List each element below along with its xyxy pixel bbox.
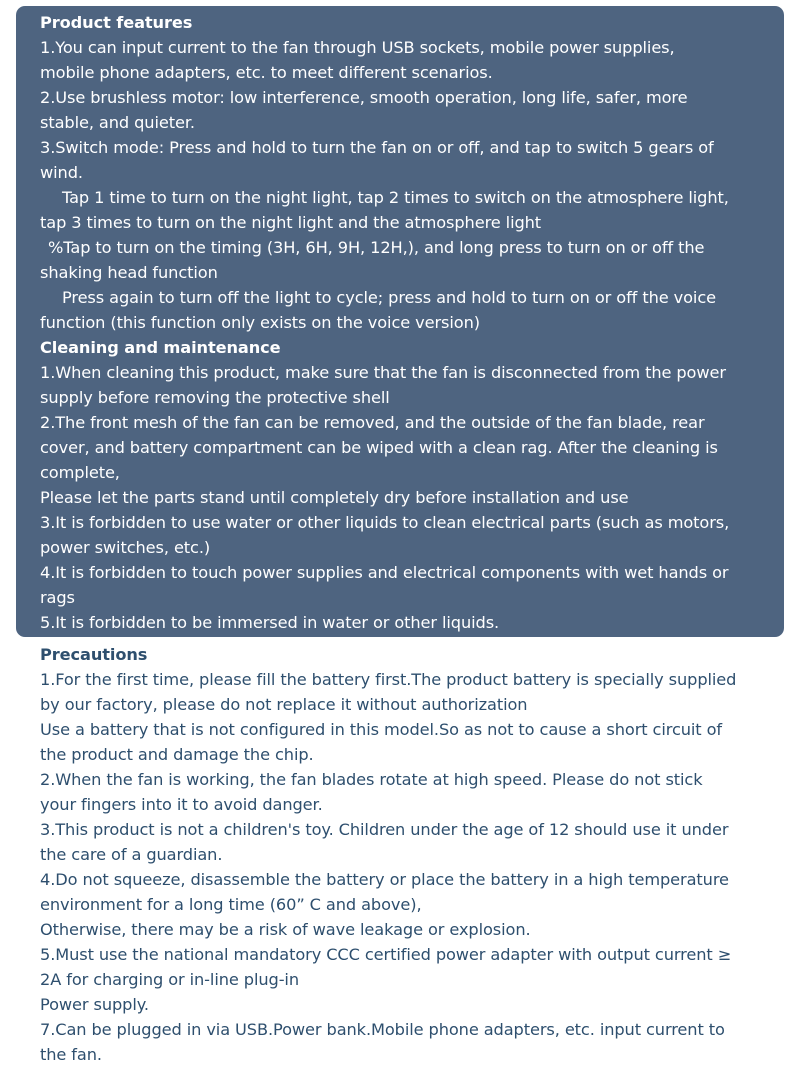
text-line: 1.You can input current to the fan through USB sockets, mobile power supplies, <box>40 38 675 57</box>
text-line: function (this function only exists on the voice version) <box>40 313 480 332</box>
text-line: 2.When the fan is working, the fan blades rotate at high speed. Please do not stick <box>40 770 703 789</box>
text-line: 3.This product is not a children's toy. Children under the age of 12 should use it under <box>40 820 729 839</box>
text-line: Please let the parts stand until completely dry before installation and use <box>40 488 629 507</box>
text-line: tap 3 times to turn on the night light and the atmosphere light <box>40 213 542 232</box>
text-line: 4.Do not squeeze, disassemble the battery or place the battery in a high temperature <box>40 870 729 889</box>
text-line: by our factory, please do not replace it without authorization <box>40 695 528 714</box>
text-line: shaking head function <box>40 263 218 282</box>
section-heading: Cleaning and maintenance <box>40 338 281 357</box>
text-line: environment for a long time (60” C and above), <box>40 895 422 914</box>
text-line: 3.Switch mode: Press and hold to turn the fan on or off, and tap to switch 5 gears of <box>40 138 714 157</box>
text-line: 4.It is forbidden to touch power supplies and electrical components with wet hands or <box>40 563 729 582</box>
text-line: Tap 1 time to turn on the night light, tap 2 times to switch on the atmosphere light, <box>62 188 729 207</box>
text-line: Otherwise, there may be a risk of wave leakage or explosion. <box>40 920 531 939</box>
text-line: 7.Can be plugged in via USB.Power bank.Mobile phone adapters, etc. input current to <box>40 1020 725 1039</box>
text-line: %Tap to turn on the timing (3H, 6H, 9H, 12H,), and long press to turn on or off the <box>48 238 705 257</box>
text-line: 5.It is forbidden to be immersed in water or other liquids. <box>40 613 500 632</box>
precautions-section <box>40 642 780 1067</box>
text-line: Use a battery that is not configured in this model.So as not to cause a short circuit of <box>40 720 722 739</box>
text-line: 2.Use brushless motor: low interference, smooth operation, long life, safer, more <box>40 88 688 107</box>
section-heading: Product features <box>40 13 193 32</box>
text-line: complete, <box>40 463 120 482</box>
text-line: 1.When cleaning this product, make sure that the fan is disconnected from the power <box>40 363 726 382</box>
text-line: your fingers into it to avoid danger. <box>40 795 323 814</box>
text-line: rags <box>40 588 75 607</box>
text-line: 1.For the first time, please fill the battery first.The product battery is specially supplied <box>40 670 737 689</box>
text-line: the care of a guardian. <box>40 845 223 864</box>
text-line: Press again to turn off the light to cycle; press and hold to turn on or off the voice <box>62 288 716 307</box>
text-line: supply before removing the protective shell <box>40 388 390 407</box>
text-line: 3.It is forbidden to use water or other liquids to clean electrical parts (such as motors, <box>40 513 730 532</box>
text-line: mobile phone adapters, etc. to meet different scenarios. <box>40 63 493 82</box>
text-line: the fan. <box>40 1045 102 1064</box>
text-line: 2A for charging or in-line plug-in <box>40 970 299 989</box>
text-line: 5.Must use the national mandatory CCC certified power adapter with output current ≥ <box>40 945 732 964</box>
text-line: Power supply. <box>40 995 149 1014</box>
text-line: the product and damage the chip. <box>40 745 314 764</box>
section-heading: Precautions <box>40 645 148 664</box>
product-features-panel <box>16 6 784 637</box>
text-line: power switches, etc.) <box>40 538 211 557</box>
text-line: stable, and quieter. <box>40 113 195 132</box>
text-line: wind. <box>40 163 83 182</box>
text-line: 2.The front mesh of the fan can be removed, and the outside of the fan blade, rear <box>40 413 705 432</box>
text-line: cover, and battery compartment can be wiped with a clean rag. After the cleaning is <box>40 438 718 457</box>
